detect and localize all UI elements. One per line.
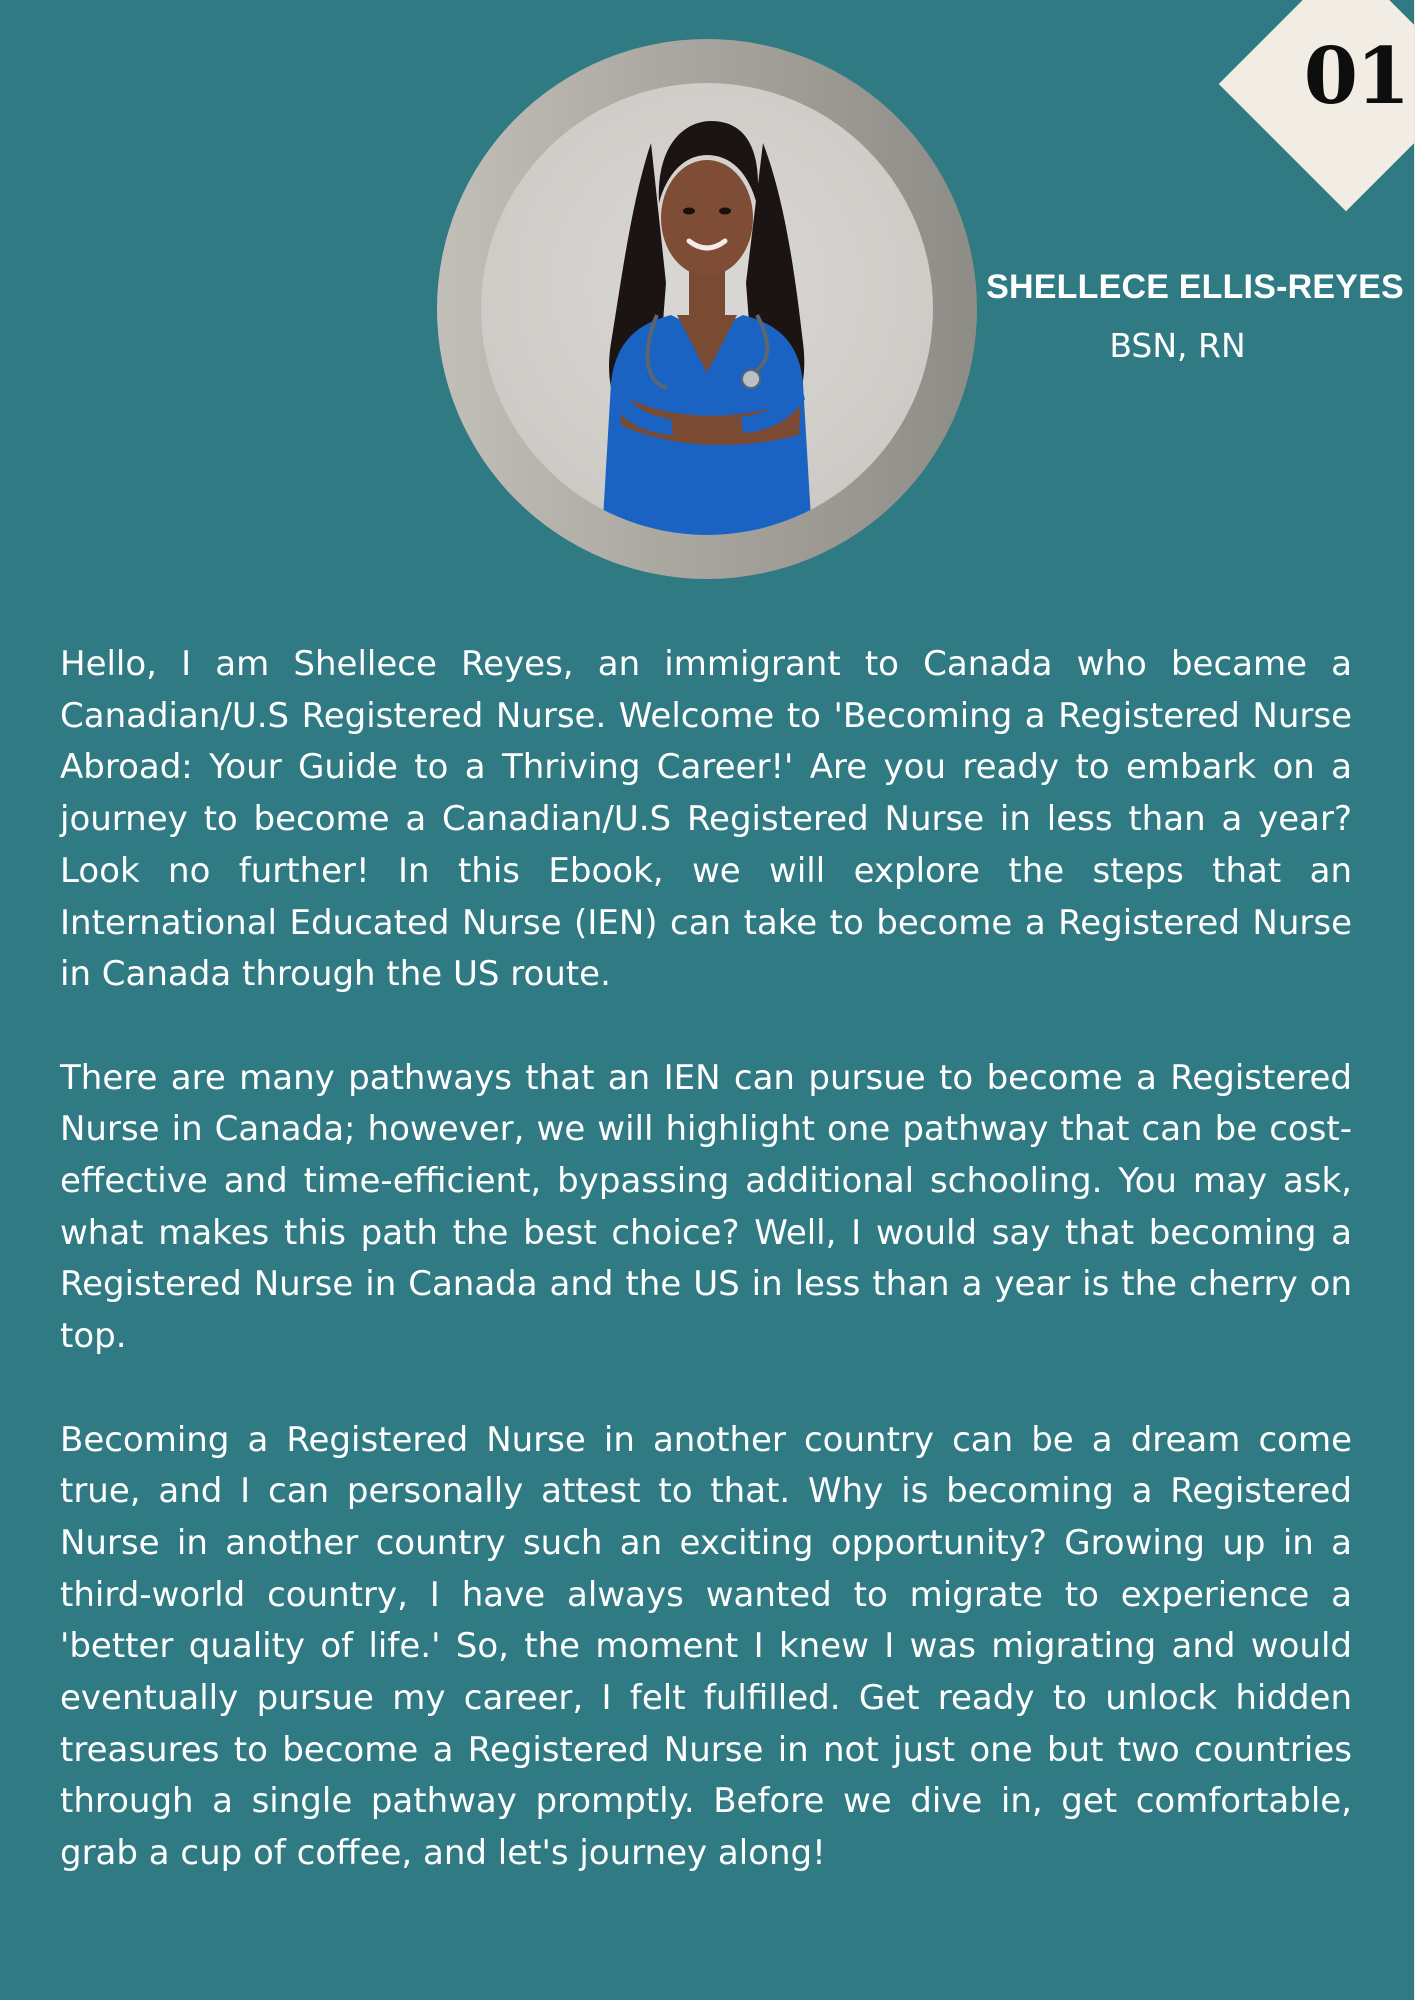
portrait-photo-icon — [481, 83, 933, 535]
author-name: SHELLECE ELLIS-REYES — [986, 268, 1404, 306]
paragraph: Hello, I am Shellece Reyes, an immigrant to Canada who became a Canadian/U.S Registered Nurse. Welcome to 'Becoming a Registered Nurse Abroad: Your Guide to a Thriving Career!' Are you ready to embark on a journey to become a Canadian/U.S Registered Nurse in less than a year? Look no further! In this Ebook, we will explore the steps that an International Educated Nurse (IEN) can take to become a Registered Nurse in Canada through the US route. — [60, 644, 1352, 995]
page-number: 01 — [1303, 31, 1409, 122]
paragraph: Becoming a Registered Nurse in another country can be a dream come true, and I can personally attest to that. Why is becoming a Registered Nurse in another country such an exciting opportunity? Growing up in a third-world country, I have always wanted to migrate to experience a 'better quality of life.' So, the moment I knew I was migrating and would eventually pursue my career, I felt fulfilled. Get ready to unlock hidden treasures to become a Registered Nurse in not just one but two countries through a single pathway promptly. Before we dive in, get comfortable, grab a cup of coffee, and let's journey along! — [60, 1419, 1352, 1874]
intro-text — [60, 639, 1352, 1932]
paragraph: There are many pathways that an IEN can pursue to become a Registered Nurse in Canada; however, we will highlight one pathway that can be cost-effective and time-efficient, bypassing additional schooling. You may ask, what makes this path the best choice? Well, I would say that becoming a Registered Nurse in Canada and the US in less than a year is the cherry on top. — [60, 1057, 1352, 1357]
author-credentials: BSN, RN — [1109, 326, 1246, 365]
author-portrait-frame — [437, 39, 977, 579]
